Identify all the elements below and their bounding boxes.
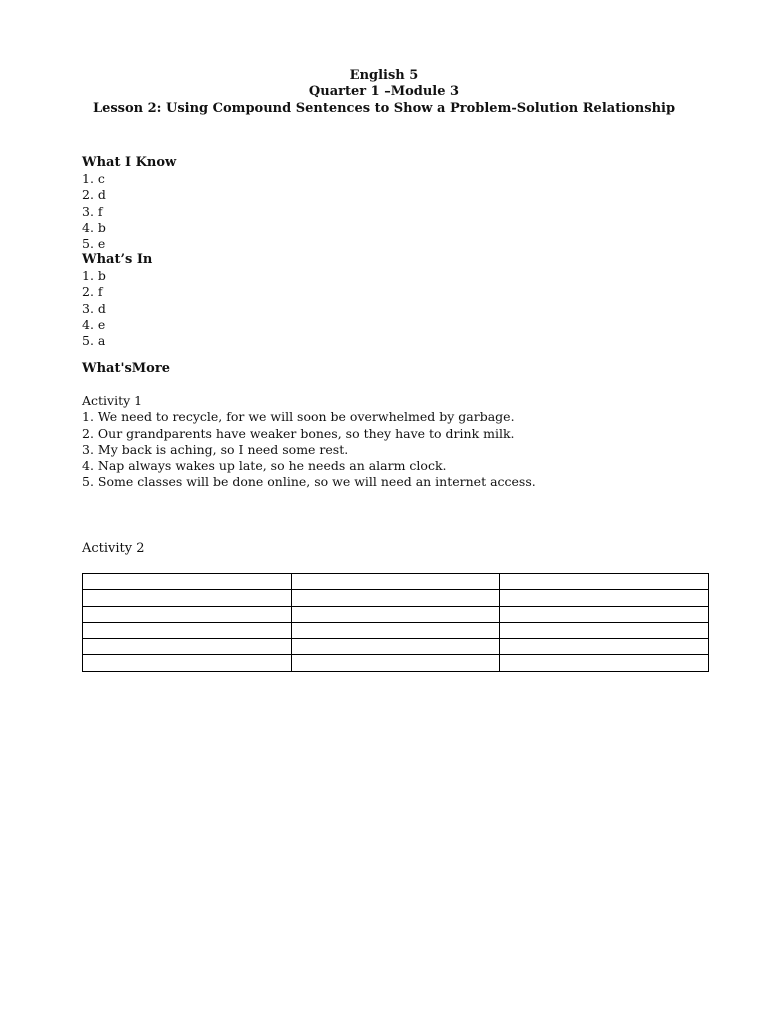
table-cell[interactable] [500, 590, 709, 606]
what-i-know-section [82, 155, 176, 252]
table-cell[interactable] [83, 622, 292, 638]
quarter-module-title: Quarter 1 –Module 3 [308, 84, 460, 99]
answer-item: 1. b [82, 268, 106, 283]
answer-item: 4. b [82, 219, 106, 235]
answer-item: 2. f [82, 284, 103, 300]
activity-1-section [82, 393, 536, 491]
whats-more-heading: What'sMore [82, 361, 170, 376]
sentence-item: 3. My back is aching, so I need some rest. [82, 441, 349, 457]
table-cell[interactable] [291, 574, 500, 590]
table-cell[interactable] [83, 590, 292, 606]
table-cell[interactable] [83, 655, 292, 671]
lesson-title: Lesson 2: Using Compound Sentences to Show a Problem-Solution Relationship [92, 101, 676, 116]
table-cell[interactable] [500, 606, 709, 622]
table-cell[interactable] [291, 655, 500, 671]
whats-in-heading: What’s In [82, 252, 153, 267]
table-row [83, 606, 709, 622]
table-cell[interactable] [83, 574, 292, 590]
whats-in-section [82, 252, 152, 349]
activity-2-heading: Activity 2 [82, 541, 145, 556]
table-row [83, 574, 709, 590]
table-cell[interactable] [291, 639, 500, 655]
table-cell[interactable] [500, 655, 709, 671]
activity-2-table [82, 573, 709, 672]
sentence-item: 4. Nap always wakes up late, so he needs an alarm clock. [82, 458, 447, 474]
answer-item: 2. d [82, 187, 106, 203]
table-cell[interactable] [291, 590, 500, 606]
table-cell[interactable] [83, 639, 292, 655]
sentence-item: 2. Our grandparents have weaker bones, so they have to drink milk. [82, 425, 515, 441]
answer-item: 3. d [82, 300, 106, 316]
table-row [83, 639, 709, 655]
table-cell[interactable] [500, 622, 709, 638]
table-row [83, 655, 709, 671]
table-cell[interactable] [291, 606, 500, 622]
table-cell[interactable] [291, 622, 500, 638]
sentence-item: 1. We need to recycle, for we will soon be overwhelmed by garbage. [82, 409, 515, 425]
table-row [83, 622, 709, 638]
whats-more-section [82, 361, 170, 377]
what-i-know-heading: What I Know [82, 155, 177, 170]
answer-item: 3. f [82, 203, 103, 219]
table-cell[interactable] [500, 574, 709, 590]
table-row [83, 590, 709, 606]
answer-item: 1. c [82, 171, 105, 186]
subject-title: English 5 [349, 68, 419, 83]
sentence-item: 5. Some classes will be done online, so we will need an internet access. [82, 474, 536, 490]
answer-item: 4. e [82, 316, 106, 332]
answer-item: 5. a [82, 333, 106, 349]
activity-1-heading: Activity 1 [82, 393, 143, 408]
table-cell[interactable] [83, 606, 292, 622]
answer-item: 5. e [82, 236, 106, 252]
table-cell[interactable] [500, 639, 709, 655]
